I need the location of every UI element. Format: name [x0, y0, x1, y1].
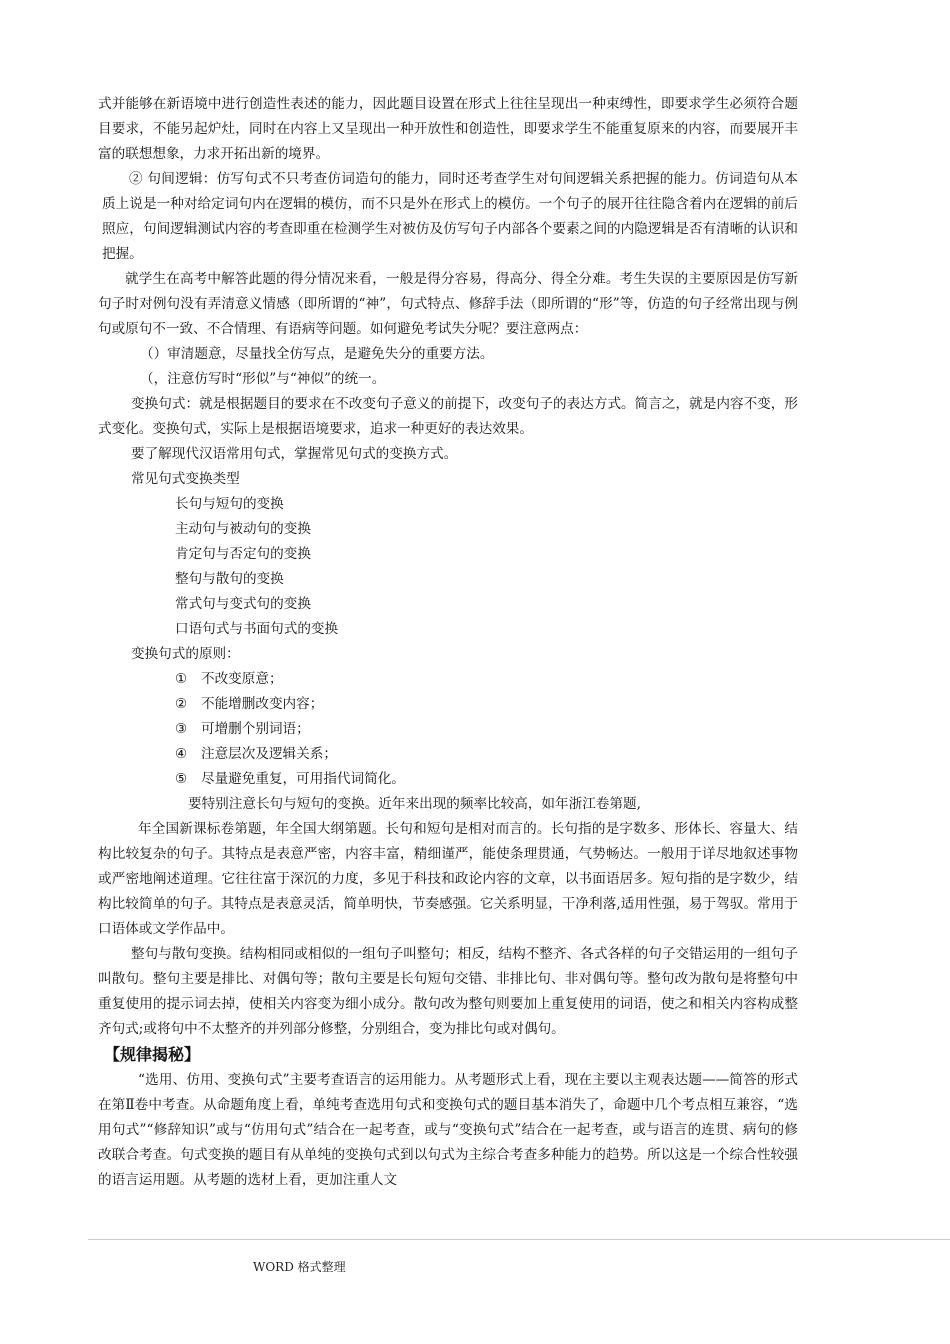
list-item: [98, 667, 798, 692]
list-item: 长句与短句的变换: [175, 496, 284, 512]
list-item: 整句与散句的变换: [175, 571, 284, 587]
principle-list: [98, 667, 798, 792]
list-text: 注意层次及逻辑关系；: [201, 746, 337, 762]
list-number: ②: [175, 696, 188, 712]
paragraph: “选用、仿用、变换句式”主要考查语言的运用能力。从考题形式上看，现在主要以主观表达题——简答的形式在第Ⅱ卷中考查。从命题角度上看，单纯考查选用句式和变换句式的题目基本消失了，命题中几个考点相互兼容，“选用句式”“修辞知识”或与“仿用句式”结合在一起考查，或与“变换句式”结合在一起考查，或与语言的连贯、病句的修改联合考查。句式变换的题目有从单纯的变换句式到以句式为主综合考查多种能力的趋势。所以这是一个综合性较强的语言运用题。从考题的选材上看，更加注重人文: [98, 1072, 798, 1188]
paragraph: 变换句式：就是根据题目的要求在不改变句子意义的前提下，改变句子的表达方式。简言之，就是内容不变，形式变化。变换句式，实际上是根据语境要求，追求一种更好的表达效果。: [98, 396, 798, 437]
paragraph: 整句与散句变换。结构相同或相似的一组句子叫整句；相反，结构不整齐、各式各样的句子交错运用的一组句子叫散句。整句主要是排比、对偶句等；散句主要是长句短句交错、非排比句、非对偶句等。整句改为散句是将整句中重复使用的提示词去掉，使相关内容变为细小成分。散句改为整句则要加上重复使用的词语，使之和相关内容构成整齐句式;或将句中不太整齐的并列部分修整，分别组合，变为排比句或对偶句。: [98, 946, 798, 1037]
paragraph: ② 句间逻辑：仿写句式不只考查仿词造句的能力，同时还考查学生对句间逻辑关系把握的能力。仿词造句从本质上说是一种对给定词句内在逻辑的模仿，而不只是外在形式上的模仿。一个句子的展开往往隐含着内在逻辑的前后照应，句间逻辑测试内容的考查即重在检测学生对被仿及仿写句子内部各个要素之间的内隐逻辑是否有清晰的认识和把握。: [102, 171, 798, 262]
paragraph: 常见句式变换类型: [131, 471, 240, 487]
list-item: 主动句与被动句的变换: [175, 521, 311, 537]
list-item: [98, 767, 798, 792]
list-number: ⑤: [175, 771, 188, 787]
list-item: [98, 742, 798, 767]
list-item: [98, 692, 798, 717]
list-number: ③: [175, 721, 188, 737]
paragraph: 就学生在高考中解答此题的得分情况来看，一般是得分容易，得高分、得全分难。考生失误的主要原因是仿写新句子时对例句没有弄清意义情感（即所谓的“神”，句式特点、修辞手法（即所谓的“形”等，仿造的句子经常出现与例句或原句不一致、不合情理、有语病等问题。如何避免考试失分呢？要注意两点：: [98, 271, 798, 337]
list-text: 不能增删改变内容；: [201, 696, 324, 712]
list-item: [98, 717, 798, 742]
section-heading: 【规律揭秘】: [104, 1045, 201, 1064]
paragraph: 式并能够在新语境中进行创造性表述的能力，因此题目设置在形式上往往呈现出一种束缚性，即要求学生必须符合题目要求，不能另起炉灶，同时在内容上又呈现出一种开放性和创造性，即要求学生不能重复原来的内容，而要展开丰富的联想想象，力求开拓出新的境界。: [98, 96, 798, 162]
transform-type-list: [98, 492, 798, 642]
paragraph: 要了解现代汉语常用句式，掌握常见句式的变换方式。: [131, 446, 458, 462]
list-number: ①: [175, 671, 188, 687]
list-text: 不改变原意；: [201, 671, 283, 687]
footer-divider: [88, 1239, 950, 1240]
list-item: 常式句与变式句的变换: [175, 596, 311, 612]
paragraph: 年全国新课标卷第题，年全国大纲第题。长句和短句是相对而言的。长句指的是字数多、形体长、容量大、结构比较复杂的句子。其特点是表意严密，内容丰富，精细谨严，能使条理贯通，气势畅达。一般用于详尽地叙述事物或严密地阐述道理。它往往富于深沉的力度，多见于科技和政论内容的文章，以书面语居多。短句指的是字数少，结构比较简单的句子。其特点是表意灵活，简单明快，节奏感强。它关系明显，干净利落,适用性强，易于驾驭。常用于口语体或文学作品中。: [98, 821, 798, 937]
paragraph: （，注意仿写时“形似”与“神似”的统一。: [140, 371, 386, 387]
document-body: [98, 92, 798, 1193]
list-number: ④: [175, 746, 188, 762]
list-item: 口语句式与书面句式的变换: [175, 621, 339, 637]
paragraph: （）审清题意，尽量找全仿写点，是避免失分的重要方法。: [140, 346, 494, 362]
list-item: 肯定句与否定句的变换: [175, 546, 311, 562]
paragraph: 变换句式的原则：: [131, 646, 240, 662]
list-text: 尽量避免重复，可用指代词简化。: [201, 771, 405, 787]
page-footer: WORD 格式整理: [253, 1260, 346, 1274]
list-text: 可增删个别词语；: [201, 721, 310, 737]
paragraph: 要特别注意长句与短句的变换。近年来出现的频率比较高，如年浙江卷第题,: [188, 796, 641, 812]
